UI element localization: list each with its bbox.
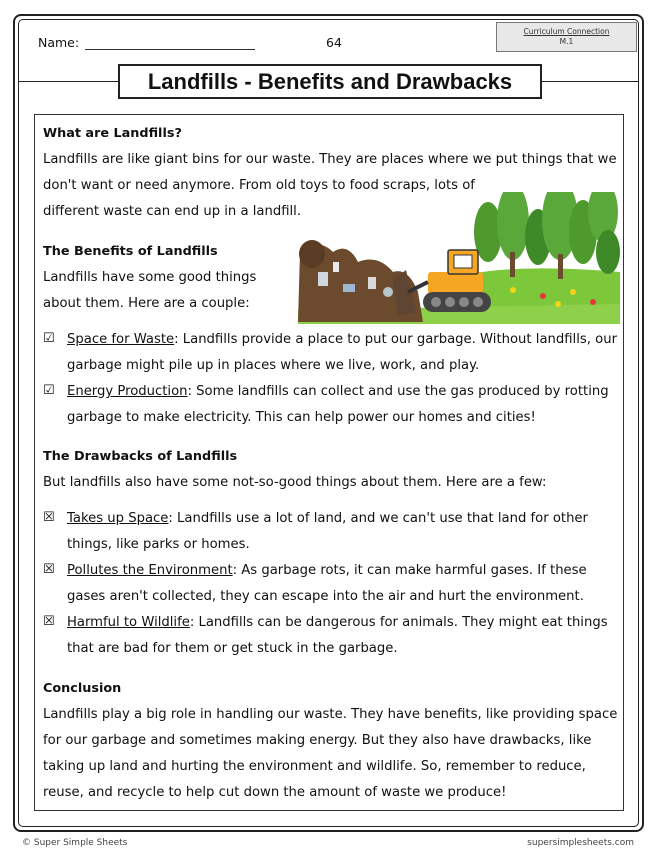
checkbox-crossed: ☒ (43, 510, 55, 525)
footer-website[interactable]: supersimplesheets.com (527, 838, 634, 848)
footer-copyright: © Super Simple Sheets (22, 838, 128, 848)
curriculum-code: M.1 (559, 37, 574, 46)
name-field[interactable] (38, 35, 255, 50)
benefit-item (67, 384, 609, 399)
drawback-text-line2: things, like parks or homes. (67, 537, 250, 552)
benefits-intro-line: about them. Here are a couple: (43, 296, 250, 311)
checkbox-crossed: ☒ (43, 562, 55, 577)
conclusion-line: for our garbage and sometimes making energy. But they also have drawbacks, like (43, 733, 592, 748)
intro-line: don't want or need anymore. From old toys to food scraps, lots of (43, 178, 475, 193)
drawback-term: Takes up Space (67, 511, 169, 526)
checkbox-checked: ☑ (43, 383, 55, 398)
landfill-bulldozer-illustration (298, 192, 620, 324)
conclusion-line: taking up land and hurting the environment and wildlife. So, remember to reduce, (43, 759, 586, 774)
drawback-text: : Landfills can be dangerous for animals. They might eat things (189, 615, 608, 630)
conclusion-line: Landfills play a big role in handling our waste. They have benefits, like providing space (43, 707, 618, 722)
drawback-text-line2: that are bad for them or get stuck in the garbage. (67, 641, 398, 656)
drawback-item (67, 615, 608, 630)
checkbox-checked: ☑ (43, 331, 55, 346)
benefit-item (67, 332, 617, 347)
benefits-heading: The Benefits of Landfills (43, 244, 218, 259)
drawback-term: Pollutes the Environment (67, 563, 233, 578)
drawbacks-intro: But landfills also have some not-so-good things about them. Here are a few: (43, 475, 547, 490)
benefit-text: : Landfills provide a place to put our garbage. Without landfills, our (174, 332, 617, 347)
drawbacks-heading: The Drawbacks of Landfills (43, 449, 238, 464)
name-blank-line[interactable] (85, 36, 255, 50)
checkbox-crossed: ☒ (43, 614, 55, 629)
intro-line: Landfills are like giant bins for our waste. They are places where we put things that we (43, 152, 617, 167)
drawback-text-line2: gases aren't collected, they can escape into the air and hurt the environment. (67, 589, 584, 604)
benefit-term: Space for Waste (67, 332, 175, 347)
drawback-item (67, 563, 587, 578)
curriculum-label: Curriculum Connection (523, 27, 610, 36)
benefit-text: : Some landfills can collect and use the gas produced by rotting (187, 384, 609, 399)
curriculum-connection-box (496, 22, 637, 52)
drawback-item (67, 511, 588, 526)
benefit-term: Energy Production (67, 384, 188, 399)
benefit-text-line2: garbage to make electricity. This can help power our homes and cities! (67, 410, 536, 425)
drawback-text: : Landfills use a lot of land, and we can't use that land for other (168, 511, 588, 526)
drawback-text: : As garbage rots, it can make harmful gases. If these (232, 563, 587, 578)
conclusion-heading: Conclusion (43, 681, 122, 696)
intro-line: different waste can end up in a landfill. (43, 204, 302, 219)
name-label: Name: (38, 35, 80, 50)
conclusion-line: reuse, and recycle to help cut down the amount of waste we produce! (43, 785, 507, 800)
page-title: Landfills - Benefits and Drawbacks (118, 64, 542, 99)
benefit-text-line2: garbage might pile up in places where we live, work, and play. (67, 358, 480, 373)
benefits-intro-line: Landfills have some good things (43, 270, 257, 285)
page-number: 64 (326, 35, 342, 50)
intro-heading: What are Landfills? (43, 126, 182, 141)
drawback-term: Harmful to Wildlife (67, 615, 190, 630)
